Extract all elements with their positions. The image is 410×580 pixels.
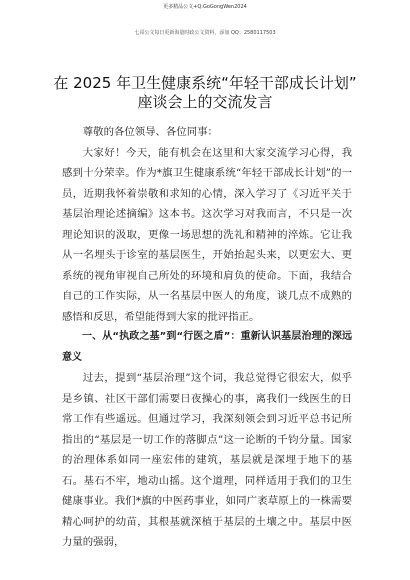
paragraph-intro: 大家好！今天，能有机会在这里和大家交流学习心得，我感到十分荣幸。作为*旗卫生健康系统“年轻干部成长计划”的一员，近期我怀着崇敬和求知的心情，深入学习了《习近平关于基层治理论述摘编》这本书。这次学习对我而言，不只是一次理论知识的汲取，更像一场思想的洗礼和精神的淬炼。它让我从一名埋头于诊室的基层医生，开始抬起头来，以更宏大、更系统的视角审视自己所处的环境和肩负的使命。下面，我结合自己的工作实际，从一名基层中医人的角度，谈几点不成熟的感悟和反思，希望能得到大家的批评指正。 (62, 146, 352, 323)
section-heading-1: 一、从“执政之基”到“行医之盾”：重新认识基层治理的深远意义 (62, 331, 352, 363)
paragraph-section-1: 过去，提到“基层治理”这个词，我总觉得它很宏大，似乎是乡镇、社区干部们需要日夜操心的事，离我们一线医生的日常工作有些遥远。但通过学习，我深刻领会到习近平总书记所指出的“基层是一切工作的落脚点”这一论断的千钧分量。国家的治理体系如同一座宏伟的建筑，基层就是深埋于地下的基石。基石不牢，地动山摇。这个道理，同样适用于我们的卫生健康事业。我们*旗的中医药事业，如同广袤草原上的一株需要精心呵护的幼苗，其根基就深植于基层的土壤之中。基层中医力量的强弱， (62, 372, 352, 548)
notice-header: 七哥公文每日更新海量时政公文资料，添加 QQ：2580117503 (134, 30, 276, 36)
title-line-1: 在 2025 年卫生健康系统“年轻干部成长计划” (53, 74, 357, 92)
document-body (62, 122, 352, 553)
greeting: 尊敬的各位领导、各位同事： (82, 126, 218, 138)
title-line-2: 座谈会上的交流发言 (137, 93, 273, 111)
watermark-header: 更多精品公文+Q:GoGongWen2024 (163, 4, 247, 10)
document-title (40, 74, 370, 112)
